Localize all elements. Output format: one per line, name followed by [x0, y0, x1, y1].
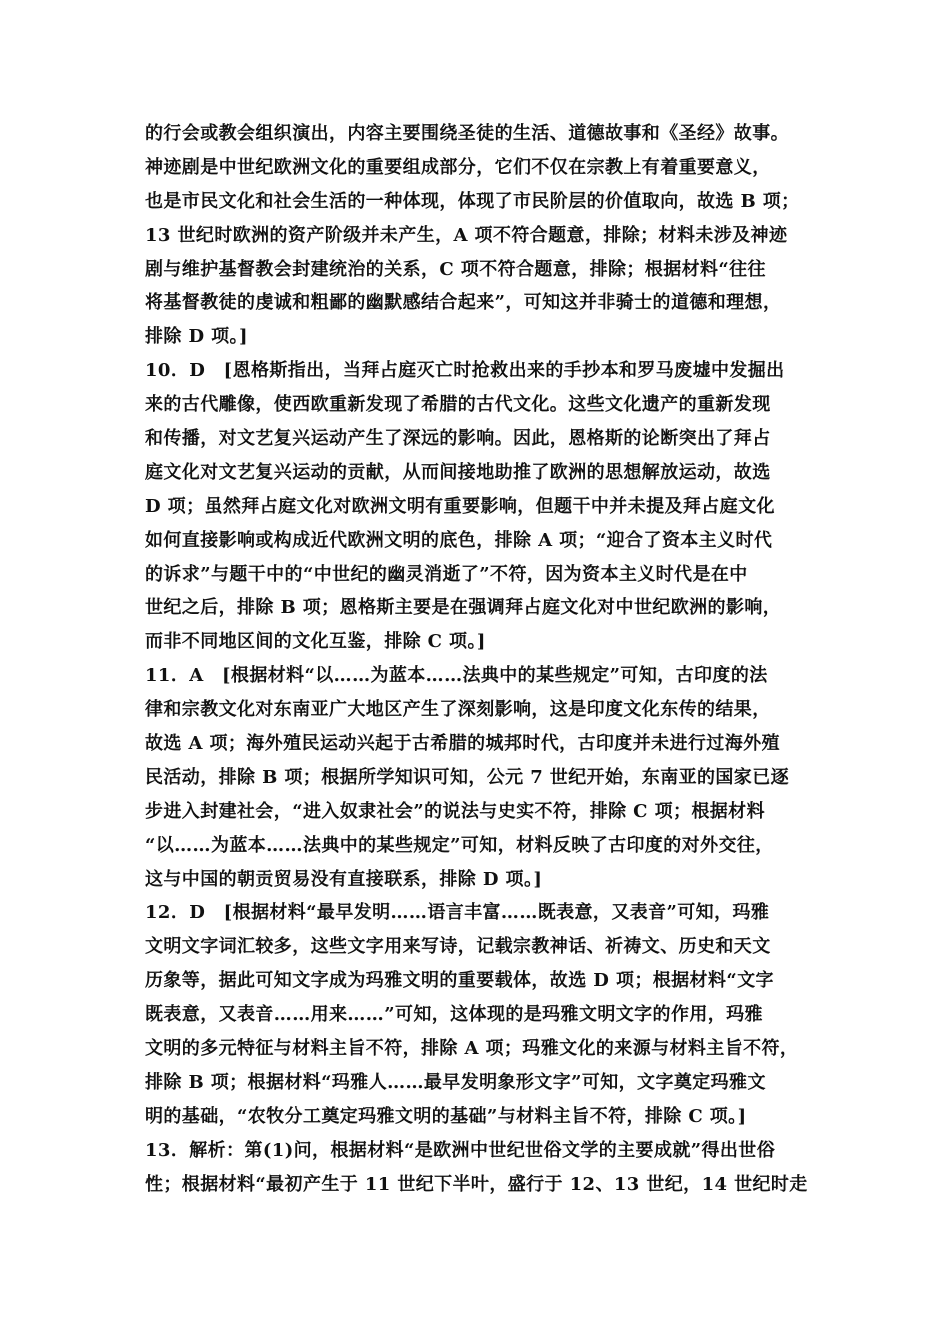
answer-12-line: 12．D [根据材料“最早发明……语言丰富……既表意，又表音”可知，玛雅 [145, 902, 770, 924]
text-line: 神迹剧是中世纪欧洲文化的重要组成部分，它们不仅在宗教上有着重要意义， [145, 156, 771, 178]
text-line: 将基督教徒的虔诚和粗鄙的幽默感结合起来”，可知这并非骑士的道德和理想， [145, 292, 782, 314]
answer-13-line: 13．解析：第(1)问，根据材料“是欧洲中世纪世俗文学的主要成就”得出世俗 [145, 1139, 776, 1161]
answer-10-line: 10．D [恩格斯指出，当拜占庭灭亡时抢救出来的手抄本和罗马废墟中发掘出 [145, 360, 785, 382]
text-line: 既表意，又表音……用来……”可知，这体现的是玛雅文明文字的作用，玛雅 [145, 1004, 763, 1026]
text-line: 明的基础，“农牧分工奠定玛雅文明的基础”与材料主旨不符，排除 C 项。] [145, 1105, 747, 1127]
text-line: 文明的多元特征与材料主旨不符，排除 A 项；玛雅文化的来源与材料主旨不符， [145, 1038, 799, 1060]
text-line: D 项；虽然拜占庭文化对欧洲文明有重要影响，但题干中并未提及拜占庭文化 [145, 495, 775, 517]
text-line: 排除 B 项；根据材料“玛雅人……最早发明象形文字”可知，文字奠定玛雅文 [145, 1071, 766, 1093]
text-line: 剧与维护基督教会封建统治的关系，C 项不符合题意，排除；根据材料“往往 [145, 258, 766, 280]
text-line: 来的古代雕像，使西欧重新发现了希腊的古代文化。这些文化遗产的重新发现 [145, 394, 771, 416]
text-line: 性；根据材料“最初产生于 11 世纪下半叶，盛行于 12、13 世纪，14 世纪时走 [145, 1173, 808, 1195]
text-line: 13 世纪时欧洲的资产阶级并未产生，A 项不符合题意，排除；材料未涉及神迹 [145, 224, 788, 246]
text-line: 庭文化对文艺复兴运动的贡献，从而间接地助推了欧洲的思想解放运动，故选 [145, 461, 771, 483]
text-line: 如何直接影响或构成近代欧洲文明的底色，排除 A 项；“迎合了资本主义时代 [145, 529, 773, 551]
text-line: 和传播，对文艺复兴运动产生了深远的影响。因此，恩格斯的论断突出了拜占 [145, 428, 771, 450]
text-line: 世纪之后，排除 B 项；恩格斯主要是在强调拜占庭文化对中世纪欧洲的影响， [145, 597, 782, 619]
text-line: 排除 D 项。] [145, 326, 248, 348]
text-line: 历象等，据此可知文字成为玛雅文明的重要载体，故选 D 项；根据材料“文字 [145, 970, 774, 992]
text-line: 这与中国的朝贡贸易没有直接联系，排除 D 项。] [145, 868, 543, 890]
answer-11-line: 11．A [根据材料“以……为蓝本……法典中的某些规定”可知，古印度的法 [145, 665, 768, 687]
text-line: 民活动，排除 B 项；根据所学知识可知，公元 7 世纪开始，东南亚的国家已逐 [145, 766, 790, 788]
text-line: 而非不同地区间的文化互鉴，排除 C 项。] [145, 631, 486, 653]
text-line: 文明文字词汇较多，这些文字用来写诗，记载宗教神话、祈祷文、历史和天文 [145, 936, 771, 958]
text-line: 也是市民文化和社会生活的一种体现，体现了市民阶层的价值取向，故选 B 项； [145, 190, 800, 212]
text-line: 故选 A 项；海外殖民运动兴起于古希腊的城邦时代，古印度并未进行过海外殖 [145, 733, 780, 755]
text-line: 律和宗教文化对东南亚广大地区产生了深刻影响，这是印度文化东传的结果， [145, 699, 771, 721]
text-line: 步进入封建社会，“进入奴隶社会”的说法与史实不符，排除 C 项；根据材料 [145, 800, 765, 822]
text-line: “以……为蓝本……法典中的某些规定”可知，材料反映了古印度的对外交往， [145, 834, 774, 856]
document-body [145, 117, 817, 1202]
text-line: 的行会或教会组织演出，内容主要围绕圣徒的生活、道德故事和《圣经》故事。 [145, 123, 789, 144]
text-line: 的诉求”与题干中的“中世纪的幽灵消逝了”不符，因为资本主义时代是在中 [145, 563, 748, 585]
